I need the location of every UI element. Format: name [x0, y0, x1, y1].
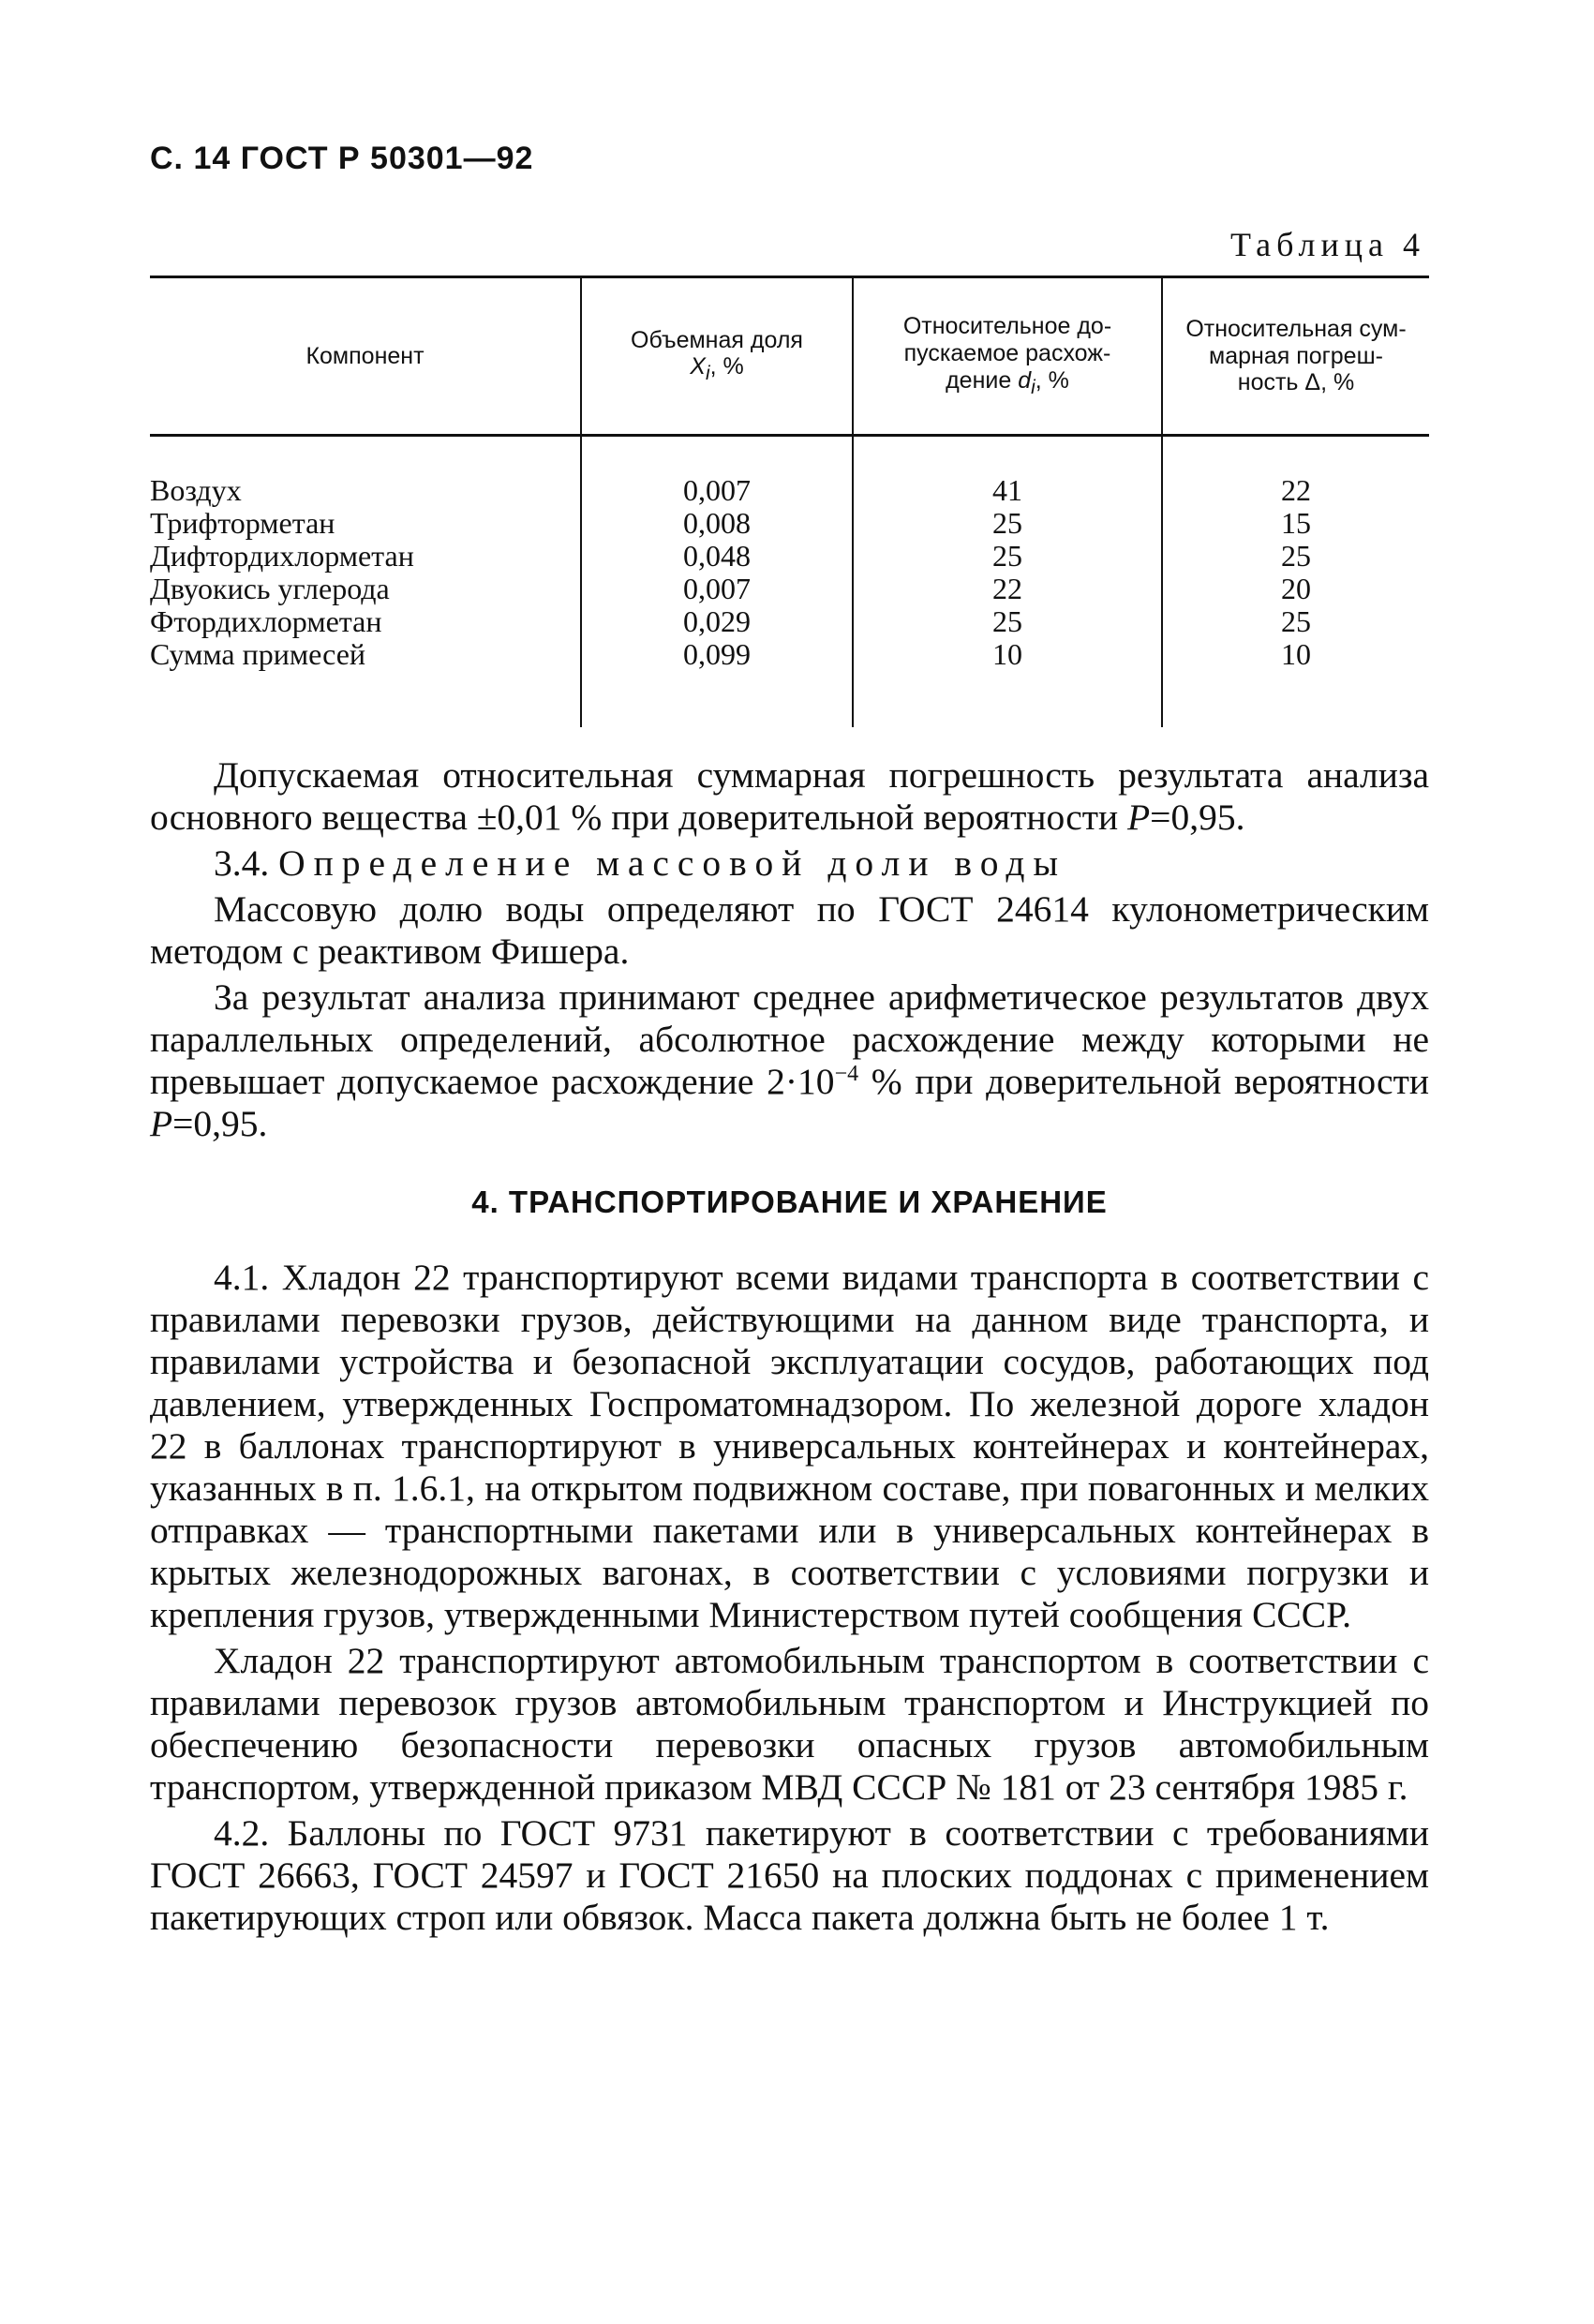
cell-component: Двуокись углерода: [150, 572, 390, 605]
components-table: [150, 276, 1429, 727]
cell-component: Фтордихлорметан: [150, 604, 382, 638]
column-header-total-error: Относительная сум- марная погреш- ность Δ, %: [1162, 277, 1429, 436]
cell-component: Дифтордихлорметан: [150, 539, 414, 573]
table-row: [150, 605, 1429, 638]
cell-total-error: 22: [1162, 474, 1429, 507]
cell-component: Воздух: [150, 473, 242, 507]
cell-total-error: 25: [1162, 605, 1429, 638]
cell-volume-fraction: 0,007: [581, 474, 853, 507]
column-header-volume-fraction: Объемная доля $X_i$, %: [581, 277, 853, 436]
column-header-component: Компонент: [150, 277, 581, 436]
table-row: [150, 638, 1429, 671]
cell-volume-fraction: 0,029: [581, 605, 853, 638]
table-caption: Таблица 4: [1230, 226, 1425, 263]
subsection-heading-3-4: 3.4. Определение массовой доли воды: [214, 842, 1067, 884]
section-heading-4: 4. ТРАНСПОРТИРОВАНИЕ И ХРАНЕНИЕ: [471, 1184, 1108, 1219]
cell-total-error: 15: [1162, 507, 1429, 540]
paragraph-4-2: 4.2. Баллоны по ГОСТ 9731 пакетируют в соответствии с требованиями ГОСТ 26663, ГОСТ 24597 и ГОСТ 21650 на плоских поддонах с применением пакетирующих строп или обвязок. Масса пакета должна быть не более 1 т.: [150, 1812, 1429, 1938]
cell-total-error: 10: [1162, 638, 1429, 671]
cell-volume-fraction: 0,048: [581, 540, 853, 573]
cell-relative-discrepancy: 22: [853, 573, 1162, 605]
cell-relative-discrepancy: 41: [853, 474, 1162, 507]
column-header-relative-discrepancy: Относительное до- пускаемое расхож- дение $d_i$, %: [853, 277, 1162, 436]
cell-relative-discrepancy: 25: [853, 540, 1162, 573]
table-header-row: [150, 277, 1429, 436]
cell-volume-fraction: 0,008: [581, 507, 853, 540]
cell-total-error: 25: [1162, 540, 1429, 573]
paragraph-4-1: 4.1. Хладон 22 транспортируют всеми видами транспорта в соответствии с правилами перевозки грузов, действующими на данном виде транспорта, и правилами устройства и безопасной эксплуатации сосудов, работающих под давлением, утвержденных Госпроматомнадзором. По железной дороге хладон 22 в баллонах транспортируют в универсальных контейнерах и контейнерах, указанных в п. 1.6.1, на открытом подвижном составе, при повагонных и мелких отправках — транспортными пакетами или в универсальных контейнерах в крытых железнодорожных вагонах, в соответствии с условиями погрузки и крепления грузов, утвержденными Министерством путей сообщения СССР.: [150, 1257, 1429, 1635]
paragraph-water-result: За результат анализа принимают среднее арифметическое результатов двух параллельных определений, абсолютное расхождение между которыми не превышает допускаемое расхождение $2\cdot 10^{-4}$ % при доверительной вероятности P=0,95.: [150, 976, 1429, 1144]
table-row: [150, 540, 1429, 573]
table-container: [150, 276, 1429, 727]
cell-component: Трифторметан: [150, 506, 335, 540]
page-header: С. 14 ГОСТ Р 50301—92: [150, 141, 534, 176]
table-row: [150, 474, 1429, 507]
cell-relative-discrepancy: 25: [853, 507, 1162, 540]
cell-relative-discrepancy: 10: [853, 638, 1162, 671]
cell-component: Сумма примесей: [150, 637, 366, 671]
table-row: [150, 507, 1429, 540]
cell-volume-fraction: 0,007: [581, 573, 853, 605]
cell-total-error: 20: [1162, 573, 1429, 605]
paragraph-road-transport: Хладон 22 транспортируют автомобильным транспортом в соответствии с правилами перевозок грузов автомобильным транспортом и Инструкцией по обеспечению безопасности перевозки опасных грузов автомобильным транспортом, утвержденной приказом МВД СССР № 181 от 23 сентября 1985 г.: [150, 1640, 1429, 1808]
paragraph-total-error: Допускаемая относительная суммарная погрешность результата анализа основного вещества ±0,01 % при доверительной вероятности P=0,95.: [150, 754, 1429, 838]
cell-volume-fraction: 0,099: [581, 638, 853, 671]
document-body: [150, 754, 1429, 1943]
cell-relative-discrepancy: 25: [853, 605, 1162, 638]
paragraph-water-method: Массовую долю воды определяют по ГОСТ 24614 кулонометрическим методом с реактивом Фишера.: [150, 888, 1429, 972]
table-row: [150, 573, 1429, 605]
